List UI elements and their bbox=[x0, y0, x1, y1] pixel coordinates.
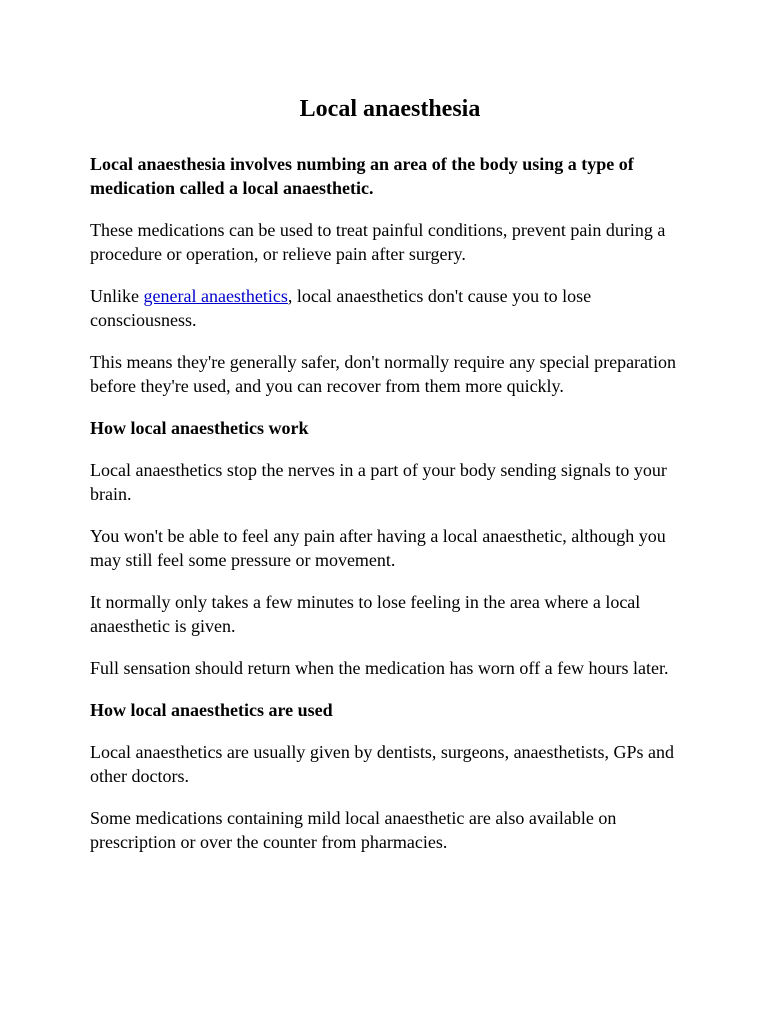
paragraph-unlike-after: , local anaesthetics don't cause you to lose consciousness. bbox=[90, 286, 592, 330]
lead-paragraph: Local anaesthesia involves numbing an area of the body using a type of medication called a local anaesthetic. bbox=[90, 154, 634, 198]
section-heading-how-used: How local anaesthetics are used bbox=[90, 700, 333, 720]
general-anaesthetics-link[interactable]: general anaesthetics bbox=[143, 286, 288, 306]
section-heading-how-work: How local anaesthetics work bbox=[90, 418, 309, 438]
paragraph-work-1: Local anaesthetics stop the nerves in a part of your body sending signals to your brain. bbox=[90, 460, 667, 504]
document-page bbox=[90, 92, 688, 872]
paragraph-work-4: Full sensation should return when the medication has worn off a few hours later. bbox=[90, 658, 669, 678]
paragraph-used-2: Some medications containing mild local anaesthetic are also available on prescription or over the counter from pharmacies. bbox=[90, 808, 617, 852]
paragraph-used-1: Local anaesthetics are usually given by dentists, surgeons, anaesthetists, GPs and other doctors. bbox=[90, 742, 675, 786]
paragraph-work-2: You won't be able to feel any pain after having a local anaesthetic, although you may still feel some pressure or movement. bbox=[90, 526, 666, 570]
paragraph-safer: This means they're generally safer, don't normally require any special preparation before they're used, and you can recover from them more quickly. bbox=[90, 352, 677, 396]
page-title: Local anaesthesia bbox=[299, 96, 481, 122]
paragraph-unlike bbox=[90, 284, 688, 332]
paragraph-work-3: It normally only takes a few minutes to lose feeling in the area where a local anaesthetic is given. bbox=[90, 592, 641, 636]
paragraph-unlike-before: Unlike bbox=[90, 286, 144, 306]
paragraph-uses: These medications can be used to treat painful conditions, prevent pain during a procedure or operation, or relieve pain after surgery. bbox=[90, 220, 666, 264]
